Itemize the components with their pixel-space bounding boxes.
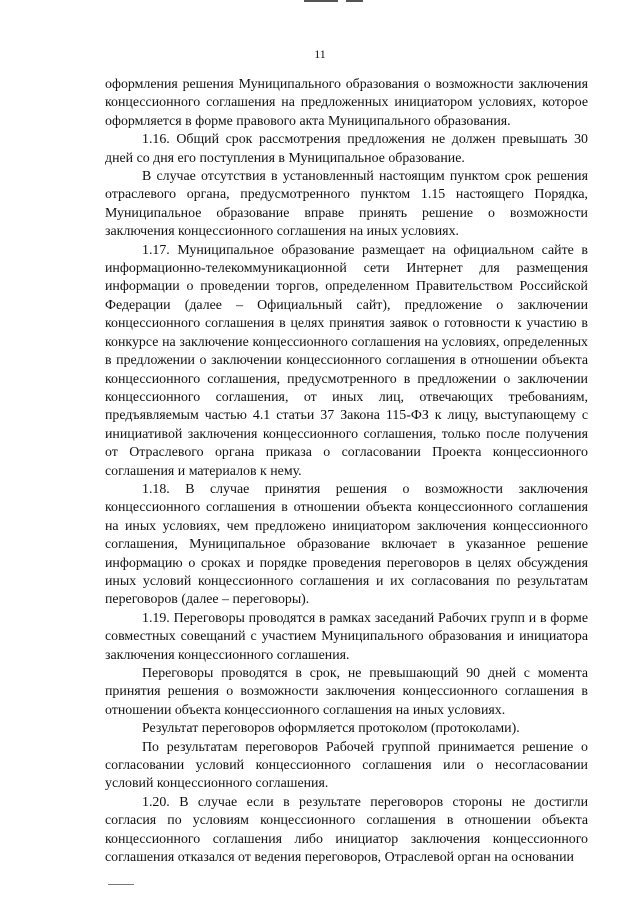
scan-mark-top-left: [304, 0, 338, 2]
paragraph-1-20: 1.20. В случае если в результате переговоров стороны не достигли согласия по условиям концессионного соглашения в отношении объекта концессионного соглашения либо инициатор заключения концессионного соглашения отказался от ведения переговоров, Отраслевой орган на основании: [105, 794, 588, 866]
paragraph-working-group-decision: По результатам переговоров Рабочей группой принимается решение о согласовании условий концессионного соглашения или о несогласовании условий концессионного соглашения.: [105, 739, 588, 792]
paragraph-negotiation-term: Переговоры проводятся в срок, не превышающий 90 дней с момента принятия решения о возможности заключения концессионного соглашения в отношении объекта концессионного соглашения на иных условиях.: [105, 666, 588, 718]
document-body: [105, 76, 588, 867]
paragraph-1-16: 1.16. Общий срок рассмотрения предложения не должен превышать 30 дней со дня его поступления в Муниципальное образование.: [105, 132, 588, 166]
scan-mark-bottom: [108, 884, 134, 885]
paragraph-negotiation-result: Результат переговоров оформляется протоколом (протоколами).: [142, 721, 520, 737]
scan-mark-top-right: [346, 0, 363, 2]
paragraph-1-19: 1.19. Переговоры проводятся в рамках заседаний Рабочих групп и в форме совместных совещаний с участием Муниципального образования и инициатора заключения концессионного соглашения.: [105, 610, 588, 663]
paragraph-absence-of-decision: В случае отсутствия в установленный настоящим пунктом срок решения отраслевого органа, предусмотренного пунктом 1.15 настоящего Порядка, Муниципальное образование вправе принять решение о возможности заключения концессионного соглашения на иных условиях.: [105, 169, 588, 240]
paragraph-continuation: оформления решения Муниципального образования о возможности заключения концессионного соглашения на предложенных инициатором условиях, которое оформляется в форме правового акта Муниципального образования.: [105, 77, 588, 129]
page-number: 11: [314, 47, 326, 61]
paragraph-1-17: 1.17. Муниципальное образование размещает на официальном сайте в информационно-телекоммуникационной сети Интернет для размещения информации о проведении торгов, определенном Правительством Российской Федерации (далее – Официальный сайт), предложение о заключении концессионного соглашения в целях принятия заявок о готовности к участию в конкурсе на заключение концессионного соглашения на условиях, определенных в предложении о заключении концессионного соглашения в отношении объекта концессионного соглашения, предусмотренного в предложении о заключении концессионного соглашения, от иных лиц, отвечающих требованиям, предъявляемым частью 4.1 статьи 37 Закона 115-ФЗ к лицу, выступающему с инициативой заключения концессионного соглашения, только после получения от Отраслевого органа приказа о согласовании Проекта концессионного соглашения и материалов к нему.: [105, 242, 588, 479]
paragraph-1-18: 1.18. В случае принятия решения о возможности заключения концессионного соглашения в отношении объекта концессионного соглашения на иных условиях, чем предложено инициатором заключения концессионного соглашения, Муниципальное образование включает в указанное решение информацию о сроках и порядке проведения переговоров в целях обсуждения иных условий концессионного соглашения и их согласования по результатам переговоров (далее – переговоры).: [105, 481, 588, 608]
